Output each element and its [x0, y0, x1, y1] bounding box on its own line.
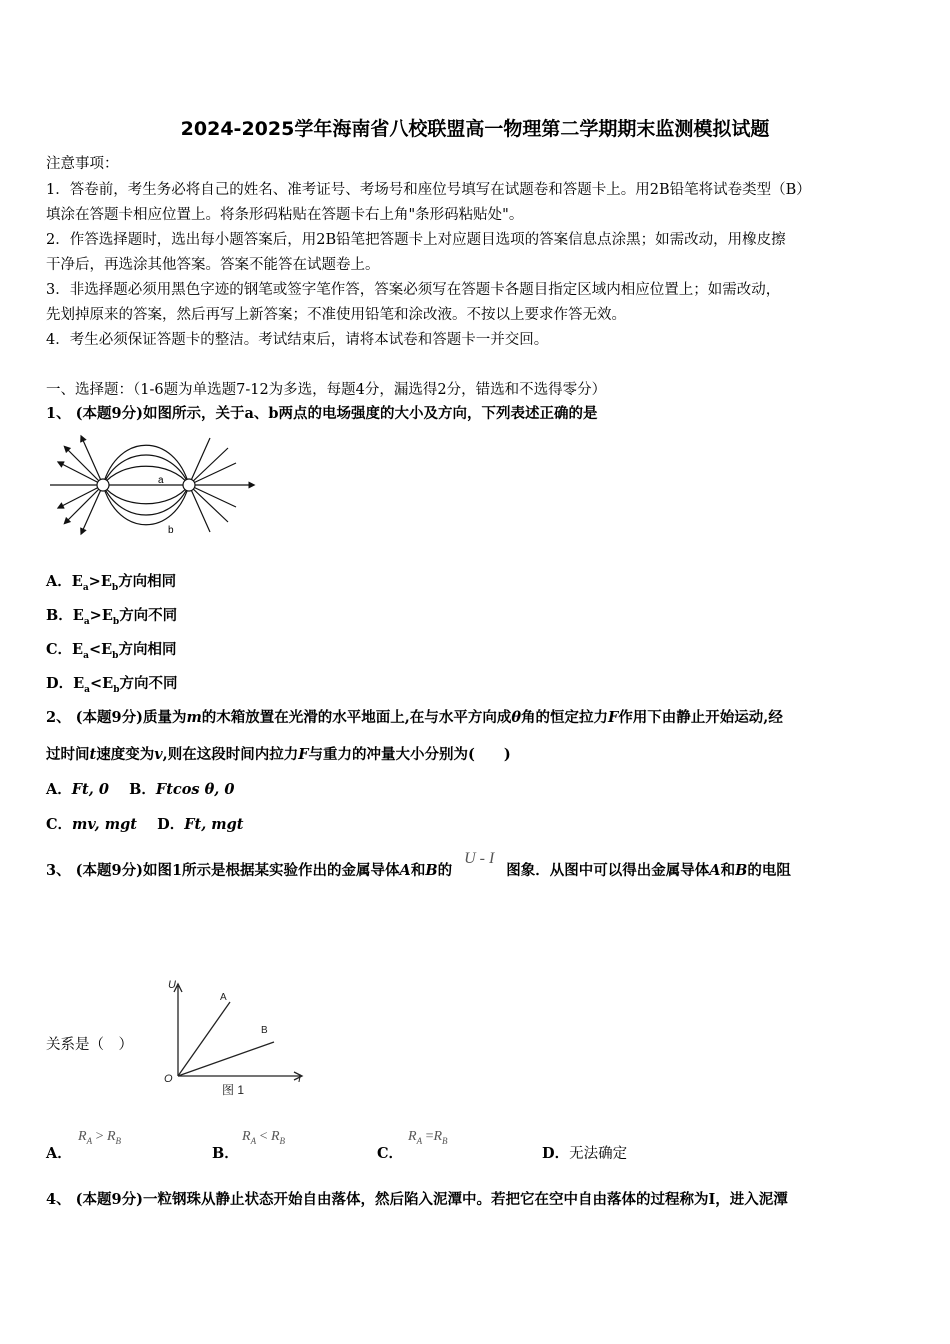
- q1-option-b[interactable]: B．$E_a>E_b$方向不同: [46, 607, 178, 627]
- notice-line: 填涂在答题卡相应位置上。将条形码粘贴在答题卡右上角"条形码粘贴处"。: [46, 207, 524, 223]
- point-a-label: a: [158, 475, 164, 486]
- q3-option-b[interactable]: B．: [212, 1145, 239, 1162]
- q1-option-a[interactable]: A．$E_a>E_b$方向相同: [46, 573, 177, 593]
- q2-option-c[interactable]: C．mv, mgt: [46, 816, 137, 833]
- ui-graph-figure: [160, 972, 310, 1100]
- notice-line: 先划掉原来的答案，然后再写上新答案；不准使用铅笔和涂改液。不按以上要求作答无效。: [46, 307, 626, 323]
- notice-line: 1．答卷前，考生务必将自己的姓名、准考证号、考场号和座位号填写在试题卷和答题卡上。用2B铅笔将试卷类型（B）: [46, 182, 811, 198]
- notice-line: 4．考生必须保证答题卡的整洁。考试结束后，请将本试卷和答题卡一并交回。: [46, 332, 549, 348]
- q2-option-d[interactable]: D．Ft, mgt: [157, 816, 244, 833]
- q2-options-row1: [46, 778, 234, 799]
- q2-stem-line1: 2、 (本题9分)质量为m的木箱放置在光滑的水平地面上,在与水平方向成θ角的恒定拉力F作用下由静止开始运动,经: [46, 709, 783, 726]
- q1-stem: 1、 (本题9分)如图所示，关于a、b两点的电场强度的大小及方向，下列表述正确的是: [46, 405, 598, 422]
- graph-origin-label: O: [164, 1073, 173, 1085]
- electric-field-figure: [46, 430, 258, 540]
- q1-option-d[interactable]: D．$E_a<E_b$方向不同: [46, 675, 178, 695]
- notice-line: 3．非选择题必须用黑色字迹的钢笔或签字笔作答，答案必须写在答题卡各题目指定区域内相应位置上；如需改动，: [46, 282, 781, 298]
- notice-line: 2．作答选择题时，选出每小题答案后，用2B铅笔把答题卡上对应题目选项的答案信息点涂黑；如需改动，用橡皮擦: [46, 232, 786, 248]
- graph-line-b-label: B: [261, 1025, 268, 1036]
- section-heading: 一、选择题：（1-6题为单选题7-12为多选，每题4分，漏选得2分，错选和不选得零分）: [46, 382, 607, 398]
- q1-option-c[interactable]: C．$E_a<E_b$方向相同: [46, 641, 177, 661]
- graph-caption: 图 1: [222, 1083, 245, 1097]
- q3-option-d[interactable]: D．无法确定: [542, 1145, 628, 1162]
- ui-symbol: U - I: [464, 850, 495, 867]
- point-b-label: b: [168, 525, 174, 536]
- notice-line: 干净后，再选涂其他答案。答案不能答在试题卷上。: [46, 257, 380, 273]
- q3-option-b-formula: $R_A < R_B$: [242, 1129, 286, 1146]
- q3-stem: 3、 (本题9分)如图1所示是根据某实验作出的金属导体A和B的U - I图象．从图中可以得出金属导体A和B的电阻: [46, 850, 791, 879]
- graph-y-axis-label: U: [168, 979, 176, 991]
- q2-option-a[interactable]: A．Ft, 0: [46, 781, 109, 798]
- q3-option-a[interactable]: A．: [46, 1145, 72, 1162]
- q2-stem-line2: 过时间t速度变为v,则在这段时间内拉力F与重力的冲量大小分别为( ): [46, 746, 511, 763]
- graph-x-axis-label: I: [298, 1073, 302, 1085]
- q3-option-c-formula: $R_A =R_B$: [408, 1129, 448, 1146]
- q3-option-c[interactable]: C．: [377, 1145, 404, 1162]
- q4-stem: 4、 (本题9分)一粒钢珠从静止状态开始自由落体，然后陷入泥潭中。若把它在空中自由落体的过程称为Ⅰ，进入泥潭: [46, 1191, 788, 1208]
- notice-heading: 注意事项：: [46, 156, 119, 172]
- q3-relation: 关系是（ ）: [46, 1037, 133, 1053]
- page-title: 2024-2025学年海南省八校联盟高一物理第二学期期末监测模拟试题: [180, 118, 770, 140]
- q3-option-a-formula: $R_A > R_B$: [78, 1129, 122, 1146]
- graph-line-a-label: A: [220, 992, 227, 1003]
- q2-option-b[interactable]: B．Ftcos θ, 0: [129, 781, 235, 798]
- q2-options-row2: [46, 813, 243, 834]
